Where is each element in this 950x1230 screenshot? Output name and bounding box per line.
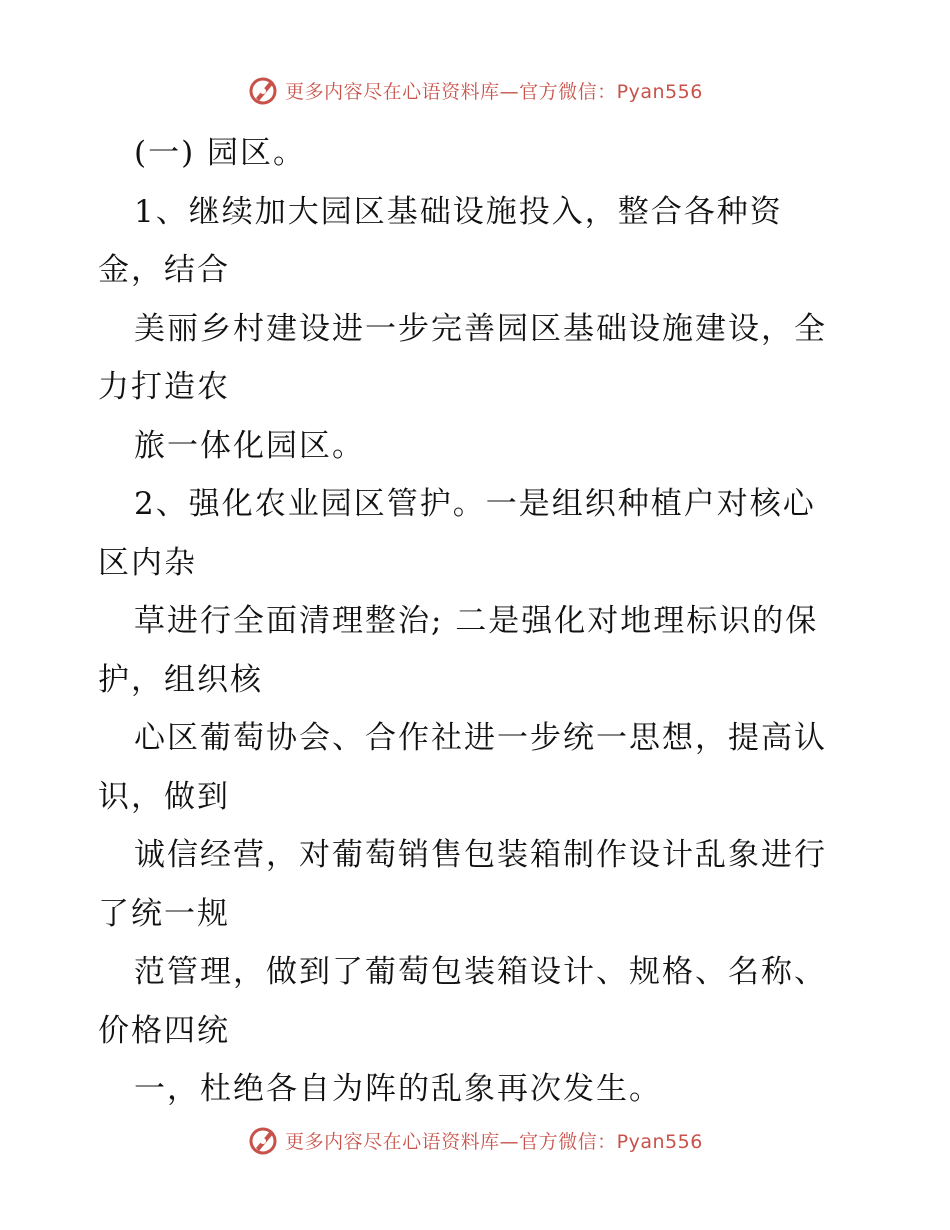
paragraph-line: 2、强化农业园区管护。一是组织种植户对核心 [134,486,816,522]
paragraph-line: 旅一体化园区。 [134,427,365,464]
paragraph-line: 护，组织核 [98,661,263,698]
paragraph-line: 一，杜绝各自为阵的乱象再次发生。 [134,1071,662,1107]
header-watermark [0,70,950,110]
document-body [98,124,858,1119]
paragraph-line: 力打造农 [98,369,230,405]
watermark-text: 更多内容尽在心语资料库—官方微信：Pyan556 [285,1130,703,1153]
paragraph-line: 区内杂 [98,544,197,581]
paragraph-line: 诚信经营，对葡萄销售包装箱制作设计乱象进行 [134,837,827,873]
paragraph-line: (一) 园区。 [134,135,307,171]
paragraph-line: 草进行全面清理整治; 二是强化对地理标识的保 [134,603,819,639]
paragraph-line: 价格四统 [98,1012,230,1049]
paragraph-line: 范管理，做到了葡萄包装箱设计、规格、名称、 [134,954,827,990]
footer-watermark [0,1120,950,1160]
paragraph-line: 1、继续加大园区基础设施投入，整合各种资 [134,193,783,230]
paragraph-line: 识，做到 [98,778,230,815]
watermark-text: 更多内容尽在心语资料库—官方微信：Pyan556 [285,80,703,103]
paragraph-line: 金，结合 [98,252,230,288]
pen-logo-icon [247,74,279,106]
paragraph-line: 美丽乡村建设进一步完善园区基础设施建设，全 [134,310,827,347]
pen-logo-icon [247,1124,279,1156]
paragraph-line: 心区葡萄协会、合作社进一步统一思想，提高认 [134,720,827,756]
paragraph-line: 了统一规 [98,895,230,932]
